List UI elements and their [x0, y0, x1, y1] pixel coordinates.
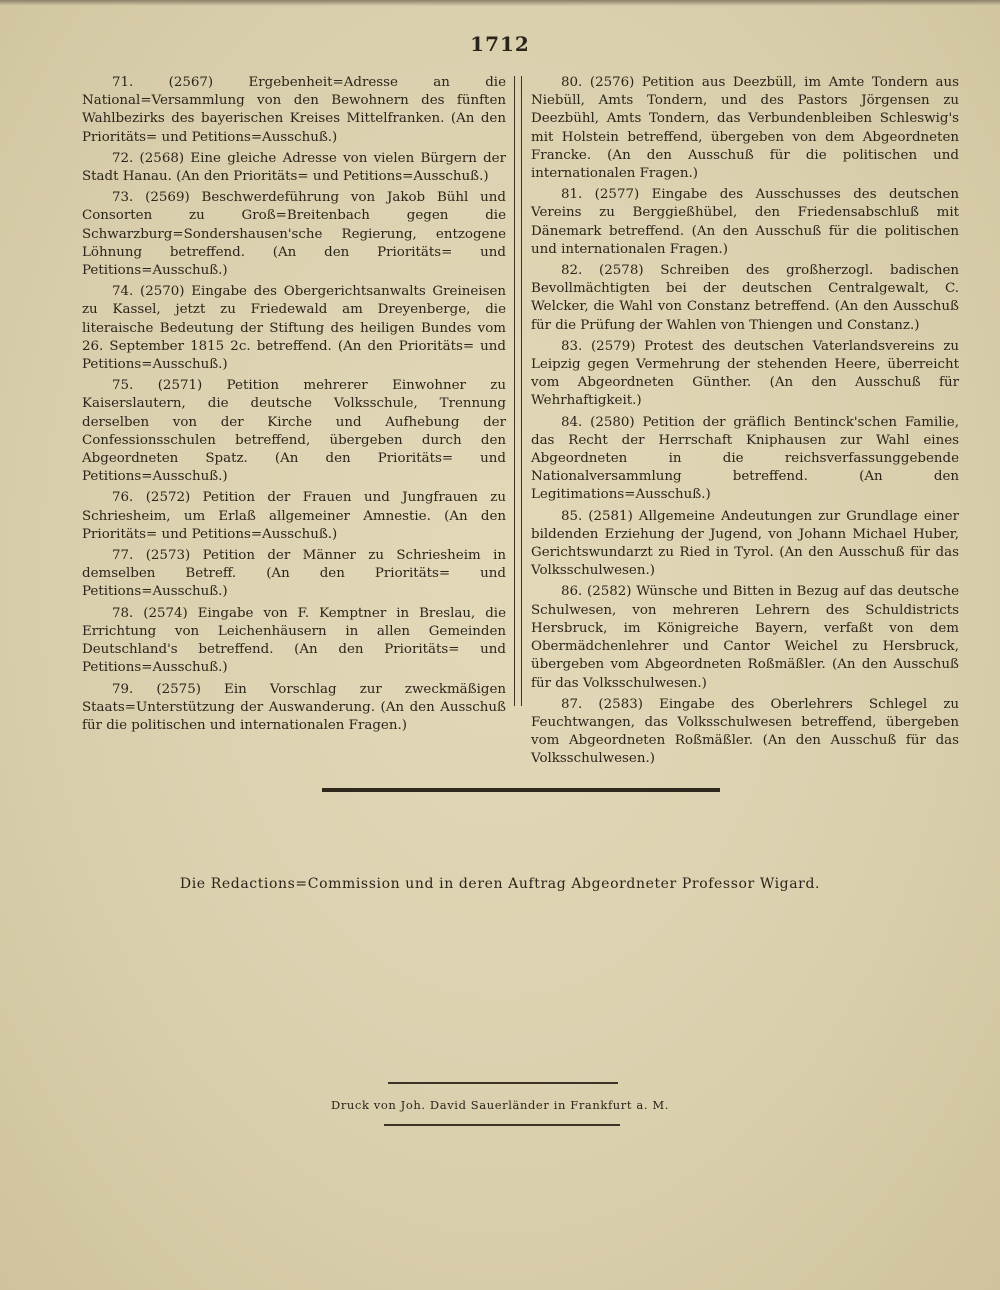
- list-item: 82. (2578) Schreiben des großherzogl. badischen Bevollmächtigten bei der deutschen Centralgewalt, C. Welcker, die Wahl von Constanz betreffend. (An den Ausschuß für die Prüfung der Wahlen von Thiengen und Constanz.): [531, 263, 959, 333]
- list-item: 85. (2581) Allgemeine Andeutungen zur Grundlage einer bildenden Erziehung der Jugend, von Johann Michael Huber, Gerichtswundarzt zu Ried in Tyrol. (An den Ausschuß für das Volksschulwesen.): [531, 508, 959, 579]
- column-divider: [514, 76, 522, 706]
- list-item: 80. (2576) Petition aus Deezbüll, im Amte Tondern aus Niebüll, Amts Tondern, und des Pastors Jörgensen zu Deezbühl, Amts Tondern, das Verbundenbleiben Schleswig's mit Holstein betreffend, übergeben von dem Abgeordneten Francke. (An den Ausschuß für die politischen und internationalen Fragen.): [531, 75, 959, 182]
- imprint-rule-top: [388, 1082, 618, 1084]
- list-item: 87. (2583) Eingabe des Oberlehrers Schlegel zu Feuchtwangen, das Volksschulwesen betreffend, übergeben vom Abgeordneten Roßmäßler. (An den Ausschuß für das Volksschulwesen.): [531, 696, 959, 767]
- editorial-signature: Die Redactions=Commission und in deren Auftrag Abgeordneter Professor Wigard.: [179, 876, 821, 892]
- right-column: [531, 74, 959, 772]
- list-item: 77. (2573) Petition der Männer zu Schriesheim in demselben Betreff. (An den Prioritäts= und Petitions=Ausschuß.): [82, 548, 506, 600]
- list-item: 74. (2570) Eingabe des Obergerichtsanwalts Greineisen zu Kassel, jetzt zu Friedewald am Dreyenberge, die literaische Bedeutung der Stiftung des heiligen Bundes vom 26. September 1815 2c. betreffend. (An den Prioritäts= und Petitions=Ausschuß.): [82, 284, 506, 373]
- list-item: 83. (2579) Protest des deutschen Vaterlandsvereins zu Leipzig gegen Vermehrung der stehenden Heere, überreicht vom Abgeordneten Günther. (An den Ausschuß für Wehrhaftigkeit.): [531, 338, 959, 409]
- printer-imprint: Druck von Joh. David Sauerländer in Frankfurt a. M.: [331, 1098, 669, 1112]
- imprint-rule-bottom: [384, 1124, 620, 1126]
- list-item: 76. (2572) Petition der Frauen und Jungfrauen zu Schriesheim, um Erlaß allgemeiner Amnestie. (An den Prioritäts= und Petitions=Ausschuß.): [82, 490, 506, 542]
- list-item: 86. (2582) Wünsche und Bitten in Bezug auf das deutsche Schulwesen, von mehreren Lehrern des Schuldistricts Hersbruck, im Königreiche Bayern, verfaßt von dem Obermädchenlehrer und Cantor Weichel zu Hersbruck, übergeben vom Abgeordneten Roßmäßler. (An den Ausschuß für das Volksschulwesen.): [531, 584, 959, 691]
- page-number: 1712: [470, 32, 530, 56]
- list-item: 79. (2575) Ein Vorschlag zur zweckmäßigen Staats=Unterstützung der Auswanderung. (An den Ausschuß für die politischen und internationalen Fragen.): [82, 681, 506, 733]
- list-item: 84. (2580) Petition der gräflich Bentinck'schen Familie, das Recht der Herrschaft Kniphausen zur Wahl eines Abgeordneten in die reichsverfassunggebende Nationalversammlung betreffend. (An den Legitimations=Ausschuß.): [531, 414, 959, 503]
- list-item: 75. (2571) Petition mehrerer Einwohner zu Kaiserslautern, die deutsche Volksschule, Trennung derselben von der Kirche und Aufhebung der Confessionsschulen betreffend, übergeben durch den Abgeordneten Spatz. (An den Prioritäts= und Petitions=Ausschuß.): [82, 378, 506, 485]
- list-item: 81. (2577) Eingabe des Ausschusses des deutschen Vereins zu Berggießhübel, den Friedensabschluß mit Dänemark betreffend. (An den Ausschuß für die politischen und internationalen Fragen.): [531, 187, 959, 257]
- section-divider: [322, 788, 720, 792]
- top-page-edge: [0, 0, 1000, 6]
- list-item: 73. (2569) Beschwerdeführung von Jakob Bühl und Consorten zu Groß=Breitenbach gegen die Schwarzburg=Sondershausen'sche Regierung, entzogene Löhnung betreffend. (An den Prioritäts= und Petitions=Ausschuß.): [82, 190, 506, 279]
- list-item: 78. (2574) Eingabe von F. Kemptner in Breslau, die Errichtung von Leichenhäusern in allen Gemeinden Deutschland's betreffend. (An den Prioritäts= und Petitions=Ausschuß.): [82, 605, 506, 676]
- list-item: 72. (2568) Eine gleiche Adresse von vielen Bürgern der Stadt Hanau. (An den Prioritäts= und Petitions=Ausschuß.): [82, 150, 506, 185]
- left-column: [82, 74, 506, 738]
- list-item: 71. (2567) Ergebenheit=Adresse an die National=Versammlung von den Bewohnern des fünften Wahlbezirks des bayerischen Kreises Mittelfranken. (An den Prioritäts= und Petitions=Ausschuß.): [82, 75, 506, 145]
